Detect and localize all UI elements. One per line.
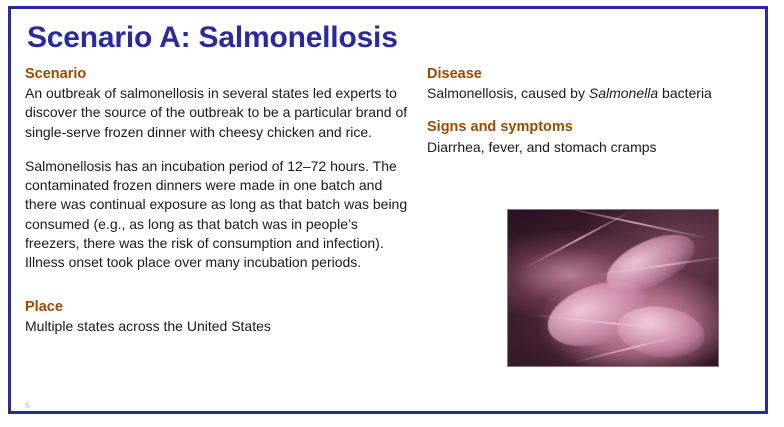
- scenario-paragraph-1: An outbreak of salmonellosis in several states led experts to discover the source of the outbreak to be a particular brand of single-serve frozen dinner with cheesy chicken and rice.: [25, 84, 408, 140]
- disease-text: [427, 84, 751, 103]
- page-number: 6: [25, 400, 30, 410]
- two-column-layout: [25, 66, 751, 367]
- disease-text-prefix: Salmonellosis, caused by: [427, 84, 589, 101]
- slide-container: [8, 6, 768, 414]
- right-column: [423, 66, 751, 367]
- page-title: Scenario A: Salmonellosis: [27, 21, 398, 54]
- scenario-block: [25, 66, 413, 273]
- place-block: [25, 299, 413, 337]
- scenario-heading: Scenario: [25, 65, 87, 82]
- symptoms-text: Diarrhea, fever, and stomach cramps: [427, 138, 657, 155]
- symptoms-block: [427, 119, 751, 157]
- left-column: [25, 66, 423, 367]
- disease-pathogen-name: Salmonella: [588, 84, 659, 101]
- disease-heading: Disease: [427, 65, 482, 82]
- disease-text-suffix: bacteria: [658, 84, 712, 101]
- disease-block: [427, 66, 751, 104]
- scenario-paragraph-2: Salmonellosis has an incubation period of 12–72 hours. The contaminated frozen dinners were made in one batch and there was continual exposure as long as that batch was being consumed (e.g., as long as that batch was in people’s freezers, there was the risk of consumption and infection). Illness onset took place over many incubation periods.: [25, 157, 408, 271]
- slide-content: [11, 9, 765, 411]
- place-text: Multiple states across the United States: [25, 318, 271, 335]
- salmonella-bacteria-image: [507, 209, 719, 367]
- symptoms-heading: Signs and symptoms: [427, 119, 573, 136]
- place-heading: Place: [25, 298, 63, 315]
